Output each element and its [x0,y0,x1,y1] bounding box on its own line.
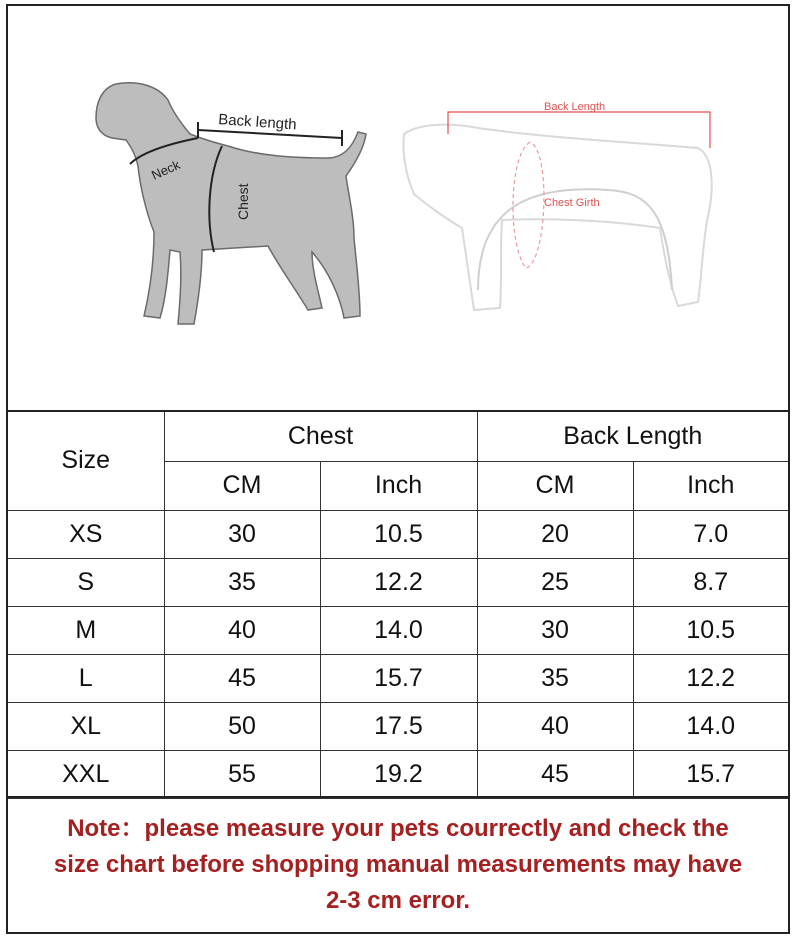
dog-figure [96,83,366,324]
back-cm-cell: 25 [477,558,633,606]
size-cell: L [8,654,164,702]
size-cell: XS [8,510,164,558]
garment-outline [403,125,711,310]
chest-inch-cell: 12.2 [320,558,477,606]
back-inch-cell: 8.7 [633,558,788,606]
chest-cm-cell: 40 [164,606,320,654]
size-cell: XXL [8,750,164,798]
table-row [8,558,788,606]
chest-inch-cell: 14.0 [320,606,477,654]
chest-inch-cell: 15.7 [320,654,477,702]
dog-back-length-label: Back length [217,111,298,134]
chest-inch-header: Inch [320,461,477,510]
table-row [8,510,788,558]
size-cell: XL [8,702,164,750]
table-row [8,654,788,702]
back-cm-cell: 30 [477,606,633,654]
dog-chest-label: Chest [235,183,251,220]
back-length-header: Back Length [477,412,788,461]
chest-inch-cell: 10.5 [320,510,477,558]
back-inch-cell: 12.2 [633,654,788,702]
garment-chest-girth-label: Chest Girth [544,197,600,209]
note-line-3: 2-3 cm error. [325,887,471,914]
measurement-illustration [8,6,788,412]
table-row [8,702,788,750]
dog-neck-label: Neck [149,156,183,183]
table-row [8,750,788,798]
chest-cm-cell: 50 [164,702,320,750]
size-cell: M [8,606,164,654]
back-inch-cell: 7.0 [633,510,788,558]
note-text [54,811,742,919]
back-cm-cell: 20 [477,510,633,558]
back-inch-cell: 10.5 [633,606,788,654]
chest-cm-cell: 30 [164,510,320,558]
chest-inch-cell: 19.2 [320,750,477,798]
size-cell: S [8,558,164,606]
illustration-canvas [8,6,788,410]
garment-back-length-label: Back Length [544,101,606,113]
chest-inch-cell: 17.5 [320,702,477,750]
back-inch-header: Inch [633,461,788,510]
measurement-note [8,796,788,932]
back-inch-cell: 14.0 [633,702,788,750]
note-line-2: size chart before shopping manual measurements may have [53,851,743,878]
back-cm-cell: 40 [477,702,633,750]
chest-cm-cell: 35 [164,558,320,606]
back-cm-cell: 45 [477,750,633,798]
chest-cm-cell: 55 [164,750,320,798]
chest-cm-header: CM [164,461,320,510]
chest-cm-cell: 45 [164,654,320,702]
chest-header: Chest [164,412,477,461]
size-table [8,412,788,799]
back-cm-header: CM [477,461,633,510]
note-line-1: Note：please measure your pets courrectly and check the [67,815,729,842]
table-header-row [8,412,788,461]
back-cm-cell: 35 [477,654,633,702]
size-chart [6,4,790,934]
garment-figure [403,101,711,310]
back-inch-cell: 15.7 [633,750,788,798]
table-row [8,606,788,654]
size-header: Size [8,412,164,510]
